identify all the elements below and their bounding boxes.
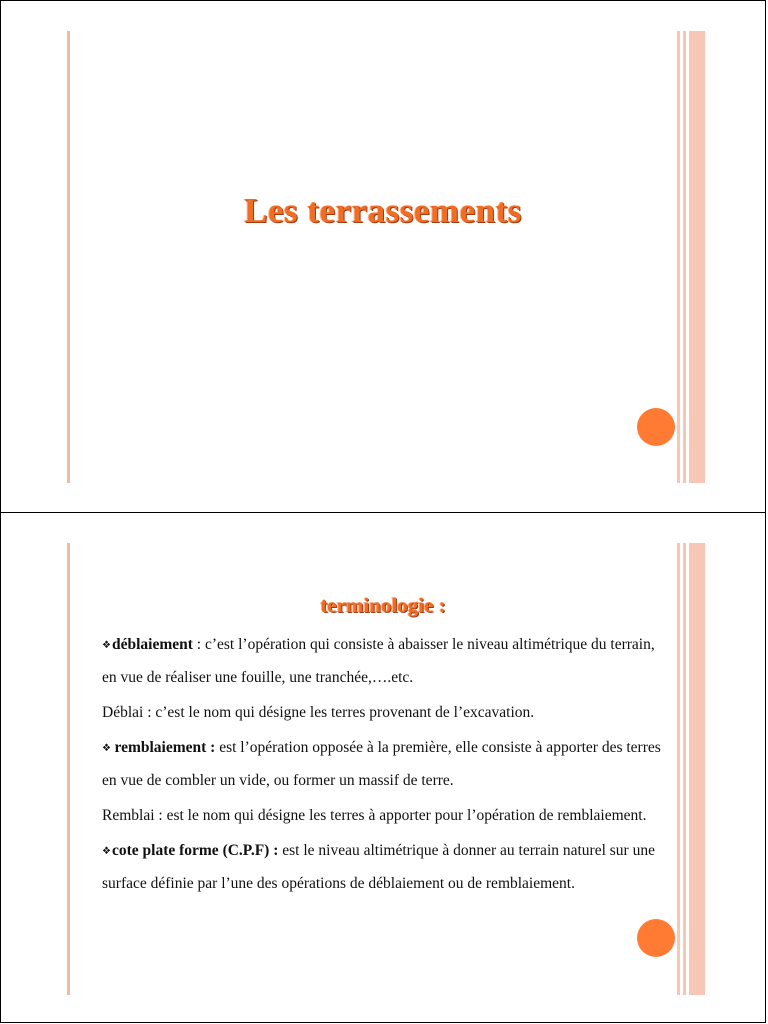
slide-terminology	[0, 512, 766, 1023]
definition-text: est l’opération opposée à la première, elle consiste à apporter des terres en vue de combler un vide, ou former un massif de terre.	[102, 739, 661, 789]
term-label: déblaiement	[111, 636, 193, 653]
definition-text: est le niveau altimétrique à donner au terrain naturel sur une surface définie par l’une des opérations de déblaiement ou de remblaiement.	[102, 842, 655, 892]
orange-circle-decoration	[637, 408, 675, 446]
definition-paragraph	[102, 629, 662, 694]
definition-text: Déblai : c’est le nom qui désigne les terres provenant de l’excavation.	[102, 704, 535, 721]
right-decorative-stripes	[677, 31, 707, 483]
term-label: cote plate forme (C.P.F) :	[111, 842, 279, 859]
definition-paragraph	[102, 732, 662, 797]
diamond-bullet-icon: ❖	[102, 846, 111, 857]
definition-paragraph	[102, 697, 662, 729]
terminology-body	[102, 629, 662, 900]
definition-paragraph	[102, 835, 662, 900]
section-heading: terminologie :	[320, 593, 446, 617]
left-decorative-stripe	[67, 31, 70, 483]
slide-title: Les terrassements	[244, 191, 522, 230]
diamond-bullet-icon: ❖	[102, 743, 114, 754]
definition-text: Remblai : est le nom qui désigne les terres à apporter pour l’opération de remblaiement.	[102, 807, 647, 824]
definition-paragraph	[102, 800, 662, 832]
orange-circle-decoration	[637, 919, 675, 957]
definition-text: : c’est l’opération qui consiste à abaisser le niveau altimétrique du terrain, en vue de réaliser une fouille, une tranchée,….etc.	[102, 636, 655, 686]
term-label: remblaiement :	[114, 739, 216, 756]
diamond-bullet-icon: ❖	[102, 640, 111, 651]
slide-title-page	[0, 0, 766, 513]
